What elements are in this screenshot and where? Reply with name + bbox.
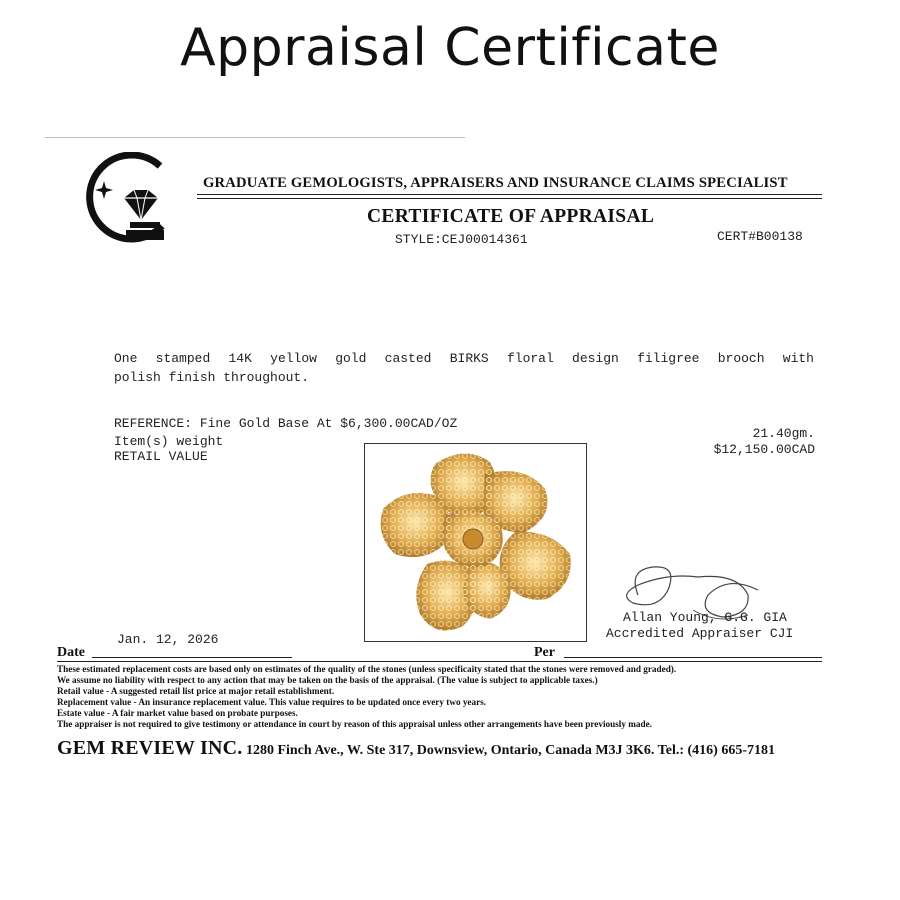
gold-brooch-icon	[365, 444, 586, 641]
header-tagline: GRADUATE GEMOLOGISTS, APPRAISERS AND INSURANCE CLAIMS SPECIALIST	[203, 175, 788, 191]
disclaimer-line: Retail value - A suggested retail list price at major retail establishment.	[57, 686, 335, 696]
per-label: Per	[534, 645, 555, 660]
top-divider	[45, 137, 465, 138]
appraisal-date: Jan. 12, 2026	[117, 632, 219, 647]
company-address: 1280 Finch Ave., W. Ste 317, Downsview, Ontario, Canada M3J 3K6. Tel.: (416) 665-7181	[242, 743, 775, 758]
date-label: Date	[57, 645, 85, 660]
reference-line: REFERENCE: Fine Gold Base At $6,300.00CAD/OZ	[114, 416, 458, 431]
footer-divider	[57, 661, 822, 662]
header-divider	[197, 194, 822, 199]
retail-value-label: RETAIL VALUE	[114, 449, 208, 464]
retail-value: $12,150.00CAD	[713, 442, 815, 457]
gem-logo-icon	[82, 152, 174, 246]
page-title: Appraisal Certificate	[180, 18, 720, 78]
style-number: STYLE:CEJ00014361	[395, 232, 528, 247]
disclaimer-line: Estate value - A fair market value based on probate purposes.	[57, 708, 298, 718]
certificate-number: CERT#B00138	[717, 229, 803, 244]
date-line	[92, 657, 292, 658]
appraiser-title: Accredited Appraiser CJI	[606, 626, 794, 641]
disclaimer-line: We assume no liability with respect to any action that may be taken on the basis of the appraisal. (The value is subject to applicable taxes.)	[57, 675, 598, 685]
brooch-photo	[364, 443, 587, 642]
disclaimer-line: Replacement value - An insurance replacement value. This value requires to be updated once every two years.	[57, 697, 487, 707]
appraiser-name: Allan Young, G.G. GIA	[623, 610, 787, 625]
disclaimer-line: These estimated replacement costs are based only on estimates of the quality of the stones (unless specificaity stated that the stones were removed and graded).	[57, 664, 677, 674]
weight-label: Item(s) weight	[114, 434, 224, 449]
company-name: GEM REVIEW INC.	[57, 737, 243, 759]
weight-value: 21.40gm.	[752, 426, 815, 441]
description-line-1: One stamped 14K yellow gold casted BIRKS floral design filigree brooch with	[114, 351, 814, 366]
per-line	[564, 657, 822, 658]
company-footer	[57, 737, 775, 760]
description-line-2: polish finish throughout.	[114, 370, 310, 385]
certificate-title: CERTIFICATE OF APPRAISAL	[367, 206, 655, 227]
disclaimer-line: The appraiser is not required to give testimony or attendance in court by reason of this appraisal unless other arrangements have been previously made.	[57, 719, 652, 729]
